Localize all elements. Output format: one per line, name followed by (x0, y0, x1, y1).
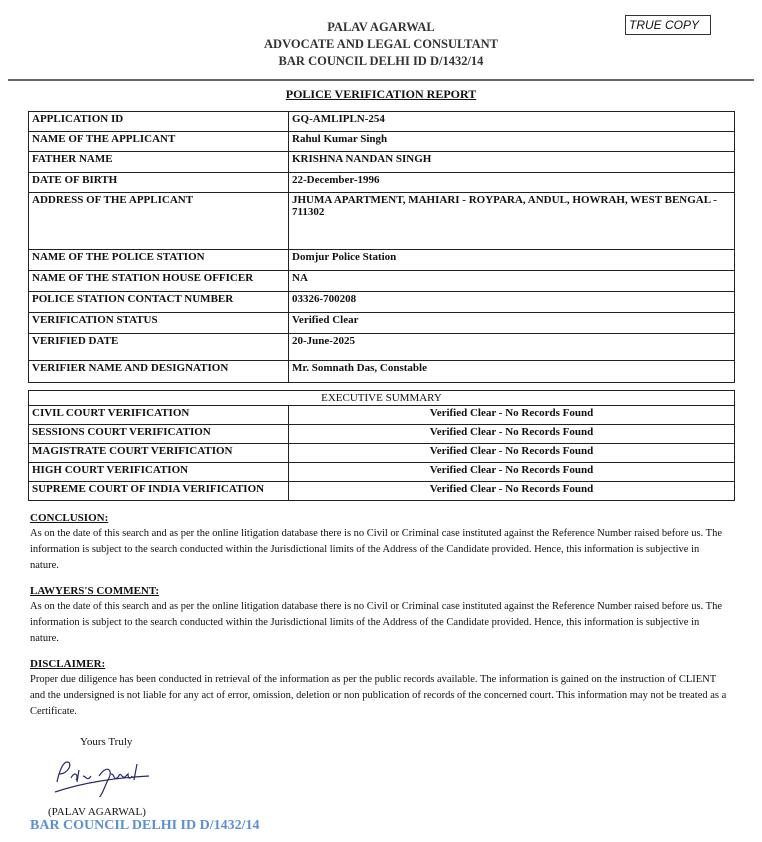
comment-heading: LAWYERS'S COMMENT: (30, 585, 160, 597)
signatory-name: (PALAV AGARWAL) (48, 806, 146, 818)
detail-label: FATHER NAME (29, 152, 289, 173)
detail-label: APPLICATION ID (29, 112, 289, 132)
summary-label: MAGISTRATE COURT VERIFICATION (29, 444, 289, 463)
disclaimer-heading: DISCLAIMER: (30, 658, 106, 670)
executive-summary-table (28, 390, 735, 501)
detail-value: JHUMA APARTMENT, MAHIARI - ROYPARA, ANDUL, HOWRAH, WEST BENGAL - 711302 (289, 193, 735, 250)
summary-label: CIVIL COURT VERIFICATION (29, 406, 289, 425)
detail-row (29, 313, 735, 334)
advocate-name: PALAV AGARWAL (327, 20, 435, 34)
detail-row (29, 334, 735, 361)
detail-label: POLICE STATION CONTACT NUMBER (29, 292, 289, 313)
signature (45, 752, 155, 797)
report-title: POLICE VERIFICATION REPORT (285, 87, 477, 101)
detail-row (29, 193, 735, 250)
detail-row (29, 112, 735, 132)
detail-label: NAME OF THE POLICE STATION (29, 250, 289, 271)
conclusion-text: As on the date of this search and as per the online litigation database there is no Civil or Criminal case instituted against the Reference Number raised before us. The information is subject to the search conducted within the Jurisdictional limits of the Address of the Candidate provided. Hence, this information is subjective in nature. (30, 528, 723, 571)
detail-value: Rahul Kumar Singh (289, 132, 735, 152)
closing: Yours Truly (80, 736, 133, 748)
comment-text: As on the date of this search and as per the online litigation database there is no Civil or Criminal case instituted against the Reference Number raised before us. The information is subject to the search conducted within the Jurisdictional limits of the Address of the Candidate provided. Hence, this information is subjective in nature. (30, 601, 723, 644)
detail-row (29, 250, 735, 271)
detail-label: VERIFIER NAME AND DESIGNATION (29, 361, 289, 383)
summary-row (29, 444, 735, 463)
detail-value: 20-June-2025 (289, 334, 735, 361)
detail-label: VERIFICATION STATUS (29, 313, 289, 334)
summary-row (29, 406, 735, 425)
summary-value: Verified Clear - No Records Found (289, 406, 735, 425)
detail-label: VERIFIED DATE (29, 334, 289, 361)
conclusion-heading: CONCLUSION: (30, 512, 109, 524)
detail-label: NAME OF THE STATION HOUSE OFFICER (29, 271, 289, 292)
detail-value: NA (289, 271, 735, 292)
detail-label: ADDRESS OF THE APPLICANT (29, 193, 289, 250)
detail-row (29, 152, 735, 173)
true-copy-stamp: TRUE COPY (625, 15, 711, 35)
detail-value: GQ-AMLIPLN-254 (289, 112, 735, 132)
advocate-role: ADVOCATE AND LEGAL CONSULTANT (264, 37, 498, 51)
detail-value: 22-December-1996 (289, 173, 735, 193)
summary-value: Verified Clear - No Records Found (289, 482, 735, 501)
detail-row (29, 292, 735, 313)
header-bar-id: BAR COUNCIL DELHI ID D/1432/14 (278, 54, 484, 68)
details-table (28, 111, 735, 383)
summary-label: HIGH COURT VERIFICATION (29, 463, 289, 482)
summary-row (29, 482, 735, 501)
detail-label: DATE OF BIRTH (29, 173, 289, 193)
detail-row (29, 132, 735, 152)
comment-section (30, 583, 730, 647)
disclaimer-section (30, 656, 730, 720)
summary-label: SESSIONS COURT VERIFICATION (29, 425, 289, 444)
summary-row (29, 425, 735, 444)
detail-value: Mr. Somnath Das, Constable (289, 361, 735, 383)
summary-value: Verified Clear - No Records Found (289, 444, 735, 463)
summary-value: Verified Clear - No Records Found (289, 463, 735, 482)
detail-value: KRISHNA NANDAN SINGH (289, 152, 735, 173)
header-divider (8, 79, 754, 81)
detail-row (29, 361, 735, 383)
detail-label: NAME OF THE APPLICANT (29, 132, 289, 152)
detail-row (29, 271, 735, 292)
detail-value: 03326-700208 (289, 292, 735, 313)
detail-value: Domjur Police Station (289, 250, 735, 271)
footer-bar-id: BAR COUNCIL DELHI ID D/1432/14 (30, 818, 260, 833)
summary-value: Verified Clear - No Records Found (289, 425, 735, 444)
summary-row (29, 463, 735, 482)
summary-label: SUPREME COURT OF INDIA VERIFICATION (29, 482, 289, 501)
detail-row (29, 173, 735, 193)
conclusion-section (30, 510, 730, 574)
disclaimer-text: Proper due diligence has been conducted in retrieval of the information as per the public records available. The information is gained on the instruction of CLIENT and the undersigned is not liable for any act of error, omission, deletion or non publication of records of the concerned court. This information may not be treated as a Certificate. (30, 674, 727, 717)
detail-value: Verified Clear (289, 313, 735, 334)
summary-heading: EXECUTIVE SUMMARY (29, 391, 735, 406)
